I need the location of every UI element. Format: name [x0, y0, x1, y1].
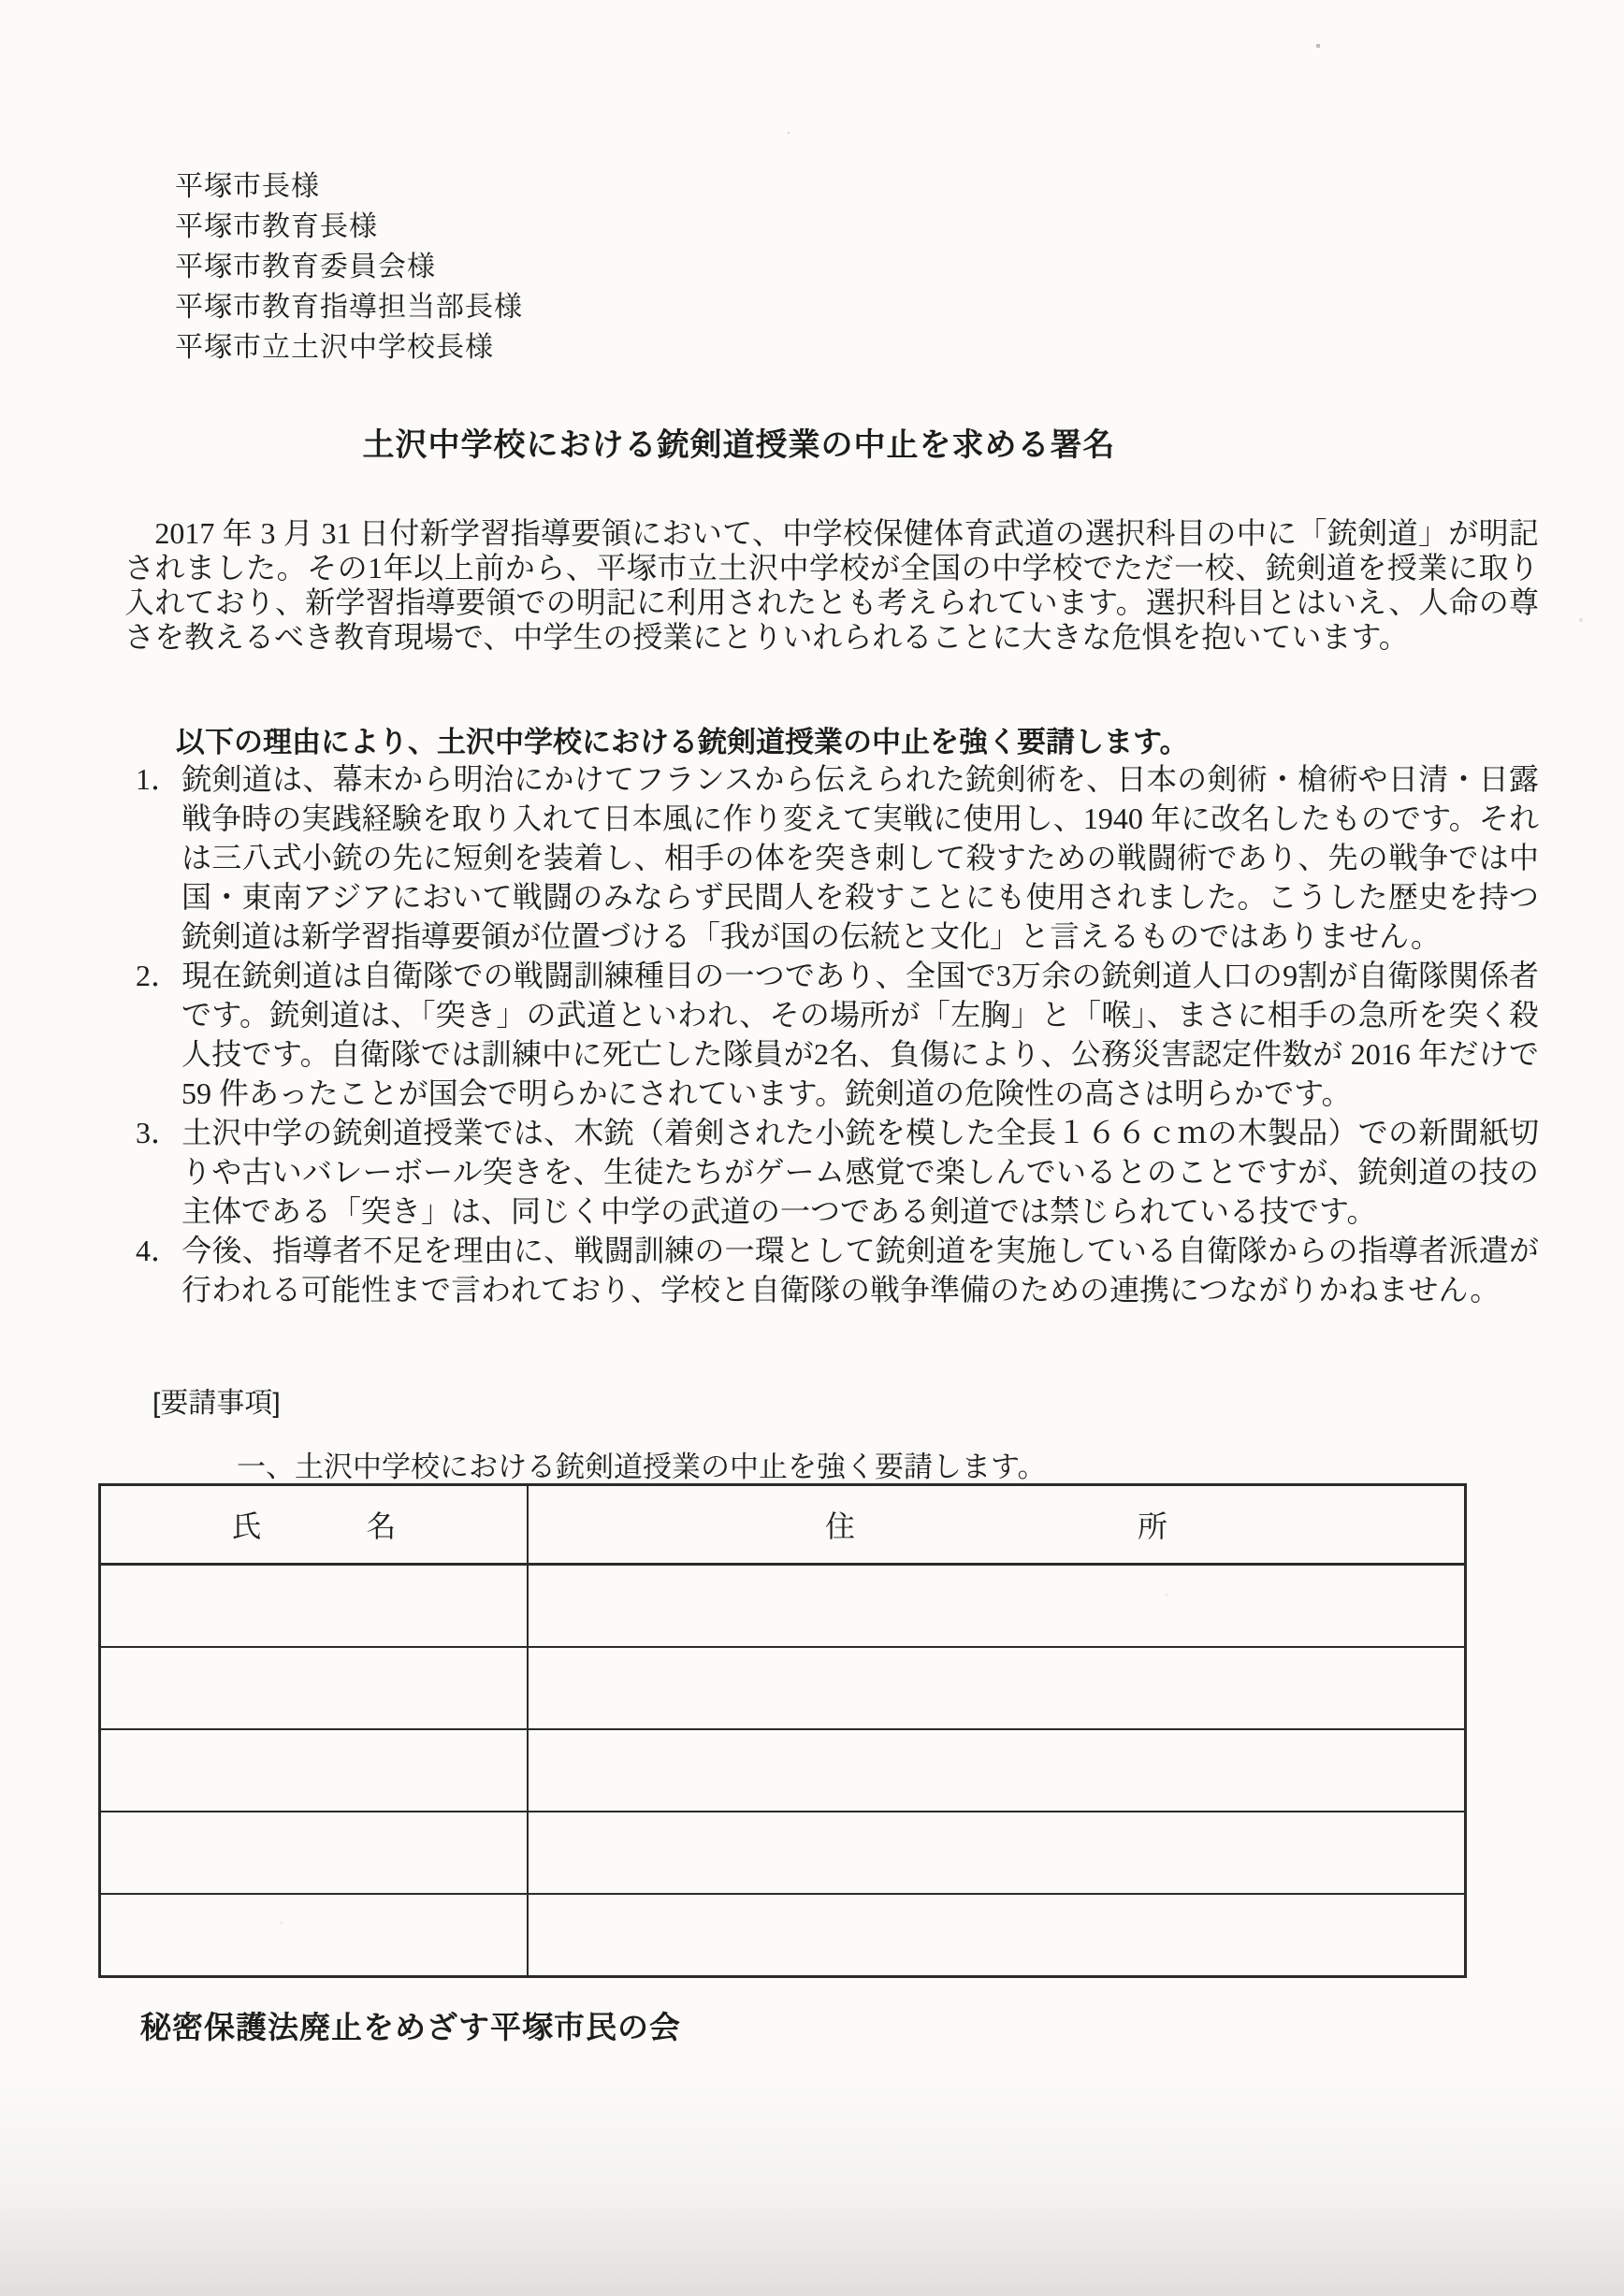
demand-item: 一、土沢中学校における銃剣道授業の中止を強く要請します。	[237, 1451, 1047, 1483]
addressee-line: 平塚市立土沢中学校長様	[175, 332, 494, 363]
signature-row	[100, 1812, 1466, 1894]
reason-number: 2．	[136, 959, 181, 992]
address-column-label: 住所	[824, 1509, 1450, 1543]
name-column-header	[100, 1485, 529, 1565]
signature-row	[100, 1647, 1466, 1729]
reason-number: 4．	[136, 1234, 181, 1267]
signature-name-cell	[100, 1565, 529, 1648]
addressee-list	[175, 166, 523, 368]
organization-name: 秘密保護法廃止をめざす平塚市民の会	[140, 2010, 681, 2044]
addressee-line: 平塚市長様	[175, 171, 320, 202]
signature-address-cell	[528, 1812, 1466, 1894]
reason-number: 3．	[136, 1116, 181, 1149]
signature-table	[98, 1483, 1467, 1978]
signature-row	[100, 1894, 1466, 1977]
demand-heading: [要請事項]	[152, 1388, 281, 1419]
signature-name-cell	[100, 1729, 529, 1812]
signature-name-cell	[100, 1894, 529, 1977]
reason-text: 土沢中学の銃剣道授業では、木銃（着剣された小銃を模した全長１６６ｃｍの木製品）での新聞紙切りや古いバレーボール突きを、生徒たちがゲーム感覚で楽しんでいるとのことですが、銃剣道の技の主体である「突き」は、同じく中学の武道の一つである剣道では禁じられている技です。	[181, 1116, 1539, 1228]
reason-item	[136, 956, 1539, 1113]
reason-item	[136, 1113, 1539, 1231]
reason-number: 1．	[136, 762, 181, 796]
table-header-row	[100, 1485, 1466, 1565]
document-title: 土沢中学校における銃剣道授業の中止を求める署名	[362, 427, 1116, 463]
intro-paragraph: 2017 年 3 月 31 日付新学習指導要領において、中学校保健体育武道の選択科目の中に「銃剣道」が明記されました。その1年以上前から、平塚市立土沢中学校が全国の中学校でただ一校、銃剣道を授業に取り入れており、新学習指導要領での明記に利用されたとも考えられています。選択科目とはいえ、人命の尊さを教えるべき教育現場で、中学生の授業にとりいれられることに大きな危惧を抱いています。	[124, 516, 1539, 654]
reason-text: 今後、指導者不足を理由に、戦闘訓練の一環として銃剣道を実施している自衛隊からの指導者派遣が行われる可能性まで言われており、学校と自衛隊の戦争準備のための連携につながりかねません。	[181, 1234, 1539, 1307]
scan-noise	[0, 0, 2, 2]
addressee-line: 平塚市教育長様	[175, 211, 378, 242]
reason-item	[136, 1231, 1539, 1309]
signature-name-cell	[100, 1647, 529, 1729]
reason-list	[136, 759, 1539, 1309]
signature-address-cell	[528, 1894, 1466, 1977]
address-column-header	[528, 1485, 1466, 1565]
reason-item	[136, 759, 1539, 956]
signature-row	[100, 1729, 1466, 1812]
signature-row	[100, 1565, 1466, 1648]
name-column-label: 氏名	[231, 1509, 501, 1543]
signature-address-cell	[528, 1565, 1466, 1648]
reason-text: 銃剣道は、幕末から明治にかけてフランスから伝えられた銃剣術を、日本の剣術・槍術や日清・日露戦争時の実践経験を取り入れて日本風に作り変えて実戦に使用し、1940 年に改名したものです。それは三八式小銃の先に短剣を装着し、相手の体を突き刺して殺すための戦闘術であり、先の戦争では中国・東南アジアにおいて戦闘のみならず民間人を殺すことにも使用されました。こうした歴史を持つ銃剣道は新学習指導要領が位置づける「我が国の伝統と文化」と言えるものではありません。	[181, 762, 1539, 953]
request-lead: 以下の理由により、土沢中学校における銃剣道授業の中止を強く要請します。	[176, 726, 1189, 758]
signature-address-cell	[528, 1729, 1466, 1812]
addressee-line: 平塚市教育委員会様	[175, 252, 436, 282]
reason-text: 現在銃剣道は自衛隊での戦闘訓練種目の一つであり、全国で3万余の銃剣道人口の9割が自衛隊関係者です。銃剣道は、「突き」の武道といわれ、その場所が「左胸」と「喉」、まさに相手の急所を突く殺人技です。自衛隊では訓練中に死亡した隊員が2名、負傷により、公務災害認定件数が 2016 年だけで 59 件あったことが国会で明らかにされています。銃剣道の危険性の高さは明らかです。	[181, 959, 1539, 1110]
addressee-line: 平塚市教育指導担当部長様	[175, 292, 523, 323]
signature-address-cell	[528, 1647, 1466, 1729]
signature-name-cell	[100, 1812, 529, 1894]
